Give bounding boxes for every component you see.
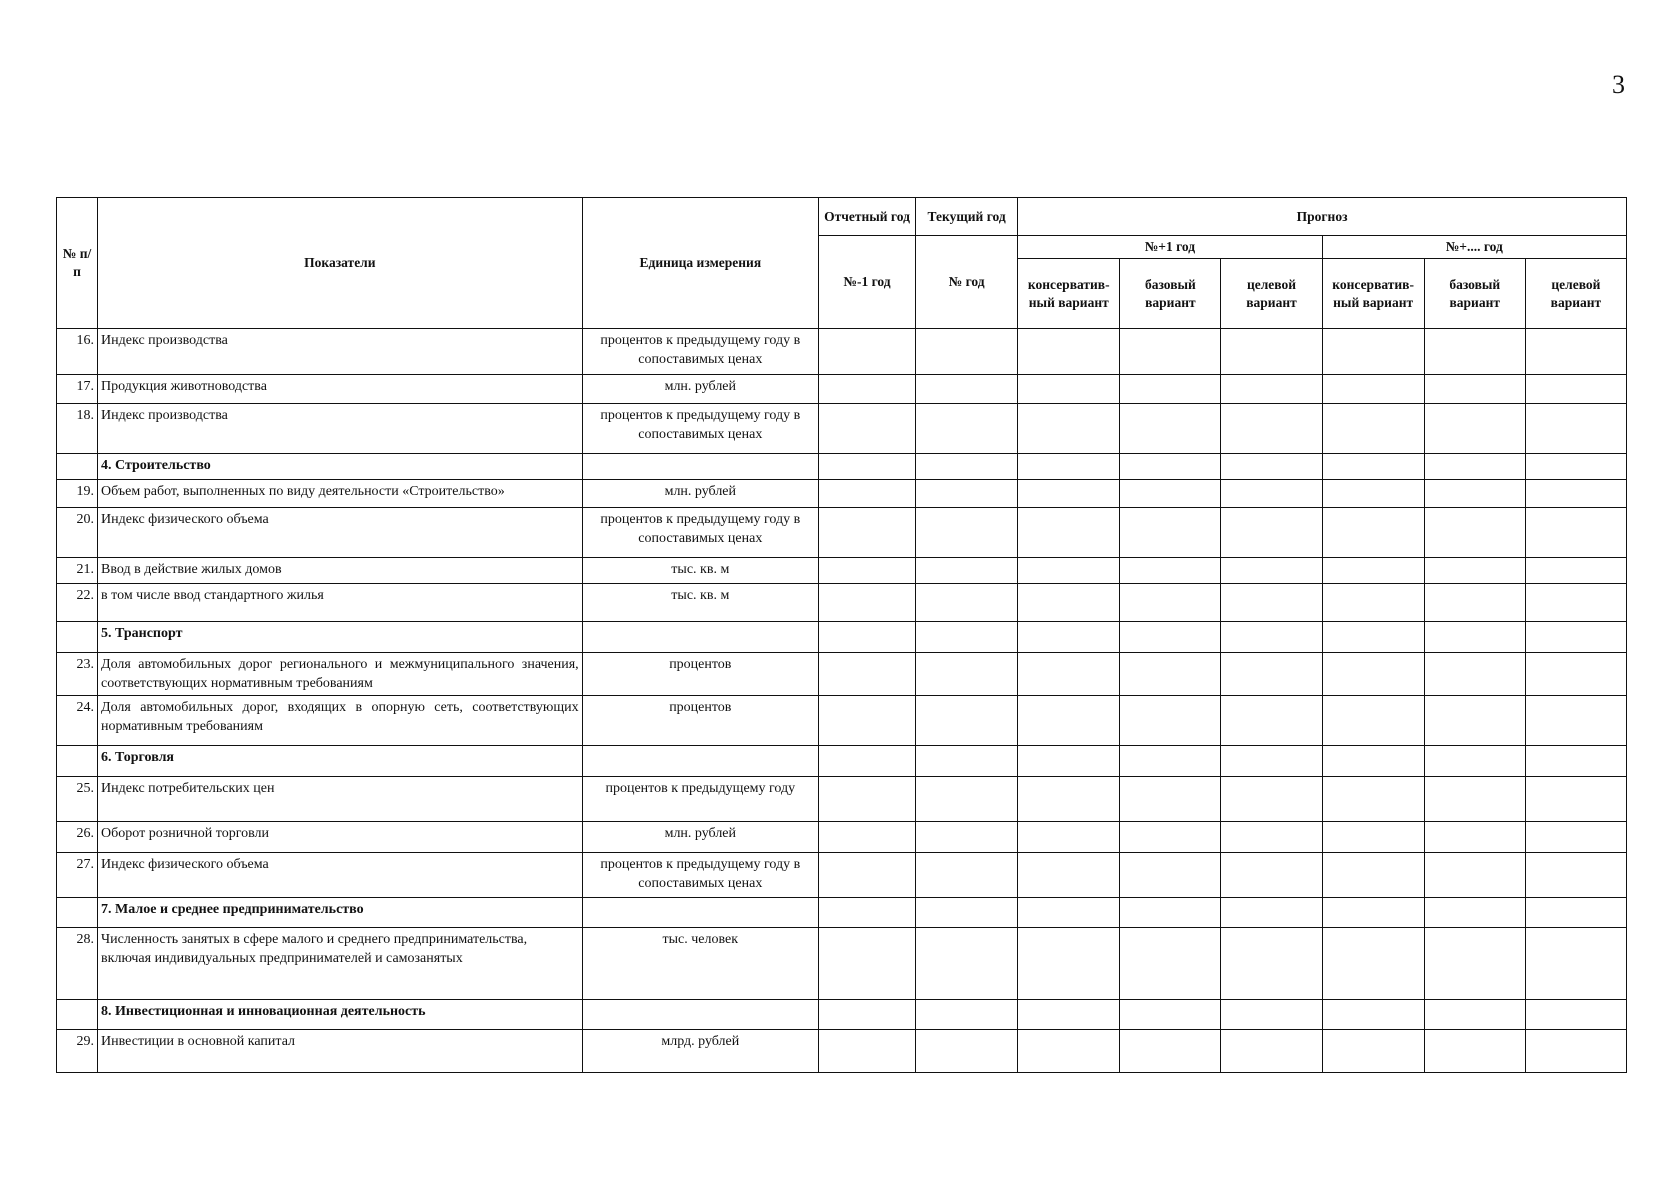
value-cell (1322, 1030, 1424, 1073)
value-cell (818, 898, 915, 928)
row-indicator: Индекс физического объема (98, 853, 583, 898)
table-row (57, 375, 1627, 404)
value-cell (916, 558, 1018, 584)
value-cell (818, 928, 915, 1000)
value-cell (1424, 404, 1525, 454)
value-cell (1221, 853, 1322, 898)
table-row (57, 404, 1627, 454)
row-indicator: в том числе ввод стандартного жилья (98, 584, 583, 622)
value-cell (1018, 404, 1120, 454)
value-cell (1221, 898, 1322, 928)
value-cell (916, 480, 1018, 508)
value-cell (1018, 898, 1120, 928)
value-cell (1525, 1000, 1626, 1030)
value-cell (1424, 558, 1525, 584)
row-number: 29. (57, 1030, 98, 1073)
value-cell (818, 777, 915, 822)
value-cell (1018, 454, 1120, 480)
value-cell (1424, 777, 1525, 822)
value-cell (916, 777, 1018, 822)
header-col-num: № п/п (57, 198, 98, 329)
row-number (57, 454, 98, 480)
value-cell (1424, 653, 1525, 696)
header-col-indicator: Показатели (98, 198, 583, 329)
row-number: 16. (57, 329, 98, 375)
value-cell (1120, 1030, 1221, 1073)
header-current-year: Текущий год (916, 198, 1018, 236)
value-cell (1424, 622, 1525, 653)
page-number: 3 (1612, 70, 1625, 99)
header-variant-target: целевой вариант (1221, 259, 1322, 329)
row-number (57, 1000, 98, 1030)
header-variant-target: целевой вариант (1525, 259, 1626, 329)
header-variant-conservative: консерватив-ный вариант (1018, 259, 1120, 329)
value-cell (1018, 746, 1120, 777)
value-cell (1120, 822, 1221, 853)
row-number: 28. (57, 928, 98, 1000)
value-cell (1120, 853, 1221, 898)
value-cell (1322, 454, 1424, 480)
section-row (57, 1000, 1627, 1030)
value-cell (1525, 584, 1626, 622)
row-number: 20. (57, 508, 98, 558)
value-cell (818, 696, 915, 746)
table-row (57, 696, 1627, 746)
row-number: 26. (57, 822, 98, 853)
value-cell (1221, 558, 1322, 584)
value-cell (916, 508, 1018, 558)
value-cell (818, 329, 915, 375)
row-number (57, 746, 98, 777)
value-cell (818, 1000, 915, 1030)
row-number: 19. (57, 480, 98, 508)
value-cell (1221, 584, 1322, 622)
row-indicator: Ввод в действие жилых домов (98, 558, 583, 584)
header-forecast: Прогноз (1018, 198, 1627, 236)
value-cell (1120, 1000, 1221, 1030)
row-unit (582, 622, 818, 653)
value-cell (916, 454, 1018, 480)
table-row (57, 853, 1627, 898)
value-cell (1221, 404, 1322, 454)
header-variant-conservative: консерватив-ный вариант (1322, 259, 1424, 329)
value-cell (1221, 1030, 1322, 1073)
value-cell (1221, 480, 1322, 508)
value-cell (1221, 653, 1322, 696)
row-indicator: Индекс физического объема (98, 508, 583, 558)
value-cell (1525, 480, 1626, 508)
value-cell (1120, 696, 1221, 746)
value-cell (1120, 404, 1221, 454)
value-cell (1525, 822, 1626, 853)
row-unit: процентов к предыдущему году (582, 777, 818, 822)
row-number: 24. (57, 696, 98, 746)
row-unit (582, 898, 818, 928)
value-cell (1221, 1000, 1322, 1030)
value-cell (916, 853, 1018, 898)
section-row (57, 622, 1627, 653)
value-cell (1424, 746, 1525, 777)
table-row (57, 777, 1627, 822)
row-indicator: Численность занятых в сфере малого и среднего предпринимательства, включая индивидуальных предпринимателей и самозанятых (98, 928, 583, 1000)
row-indicator: Индекс производства (98, 329, 583, 375)
value-cell (818, 746, 915, 777)
value-cell (1525, 454, 1626, 480)
row-unit: процентов к предыдущему году в сопоставимых ценах (582, 404, 818, 454)
row-unit: процентов к предыдущему году в сопоставимых ценах (582, 853, 818, 898)
header-col-unit: Единица измерения (582, 198, 818, 329)
value-cell (1018, 853, 1120, 898)
value-cell (1221, 622, 1322, 653)
value-cell (818, 822, 915, 853)
value-cell (1525, 404, 1626, 454)
value-cell (1221, 508, 1322, 558)
forecast-indicators-table (56, 197, 1627, 1073)
row-number: 23. (57, 653, 98, 696)
row-unit: млн. рублей (582, 375, 818, 404)
value-cell (1525, 746, 1626, 777)
value-cell (1424, 928, 1525, 1000)
section-heading: 6. Торговля (98, 746, 583, 777)
row-number: 17. (57, 375, 98, 404)
value-cell (916, 404, 1018, 454)
value-cell (916, 329, 1018, 375)
section-heading: 4. Строительство (98, 454, 583, 480)
value-cell (1525, 1030, 1626, 1073)
value-cell (1322, 696, 1424, 746)
value-cell (1120, 508, 1221, 558)
row-unit: процентов (582, 696, 818, 746)
value-cell (916, 375, 1018, 404)
row-number (57, 898, 98, 928)
row-unit: тыс. кв. м (582, 558, 818, 584)
value-cell (1424, 480, 1525, 508)
value-cell (916, 1000, 1018, 1030)
value-cell (1424, 853, 1525, 898)
table-row (57, 653, 1627, 696)
value-cell (1322, 777, 1424, 822)
row-indicator: Оборот розничной торговли (98, 822, 583, 853)
value-cell (1018, 329, 1120, 375)
value-cell (1221, 777, 1322, 822)
value-cell (1018, 653, 1120, 696)
value-cell (1424, 508, 1525, 558)
row-indicator: Индекс потребительских цен (98, 777, 583, 822)
value-cell (1424, 1030, 1525, 1073)
value-cell (1525, 653, 1626, 696)
row-unit: процентов к предыдущему году в сопоставимых ценах (582, 508, 818, 558)
row-unit (582, 746, 818, 777)
section-row (57, 746, 1627, 777)
value-cell (916, 746, 1018, 777)
value-cell (818, 622, 915, 653)
row-unit: тыс. кв. м (582, 584, 818, 622)
value-cell (818, 853, 915, 898)
value-cell (1322, 508, 1424, 558)
row-unit: млн. рублей (582, 480, 818, 508)
table-row (57, 1030, 1627, 1073)
row-unit: млн. рублей (582, 822, 818, 853)
value-cell (1018, 696, 1120, 746)
value-cell (818, 1030, 915, 1073)
section-row (57, 454, 1627, 480)
row-indicator: Инвестиции в основной капитал (98, 1030, 583, 1073)
value-cell (1018, 584, 1120, 622)
value-cell (818, 404, 915, 454)
value-cell (1322, 1000, 1424, 1030)
value-cell (1018, 480, 1120, 508)
value-cell (1018, 777, 1120, 822)
header-sub-current: № год (916, 236, 1018, 329)
value-cell (818, 375, 915, 404)
value-cell (1322, 480, 1424, 508)
table-row (57, 558, 1627, 584)
row-indicator: Доля автомобильных дорог регионального и межмуниципального значения, соответствующих нормативным требованиям (98, 653, 583, 696)
value-cell (1525, 853, 1626, 898)
value-cell (1120, 584, 1221, 622)
header-variant-base: базовый вариант (1424, 259, 1525, 329)
value-cell (916, 622, 1018, 653)
value-cell (1424, 375, 1525, 404)
row-unit (582, 454, 818, 480)
table-row (57, 928, 1627, 1000)
value-cell (1120, 622, 1221, 653)
table-row (57, 480, 1627, 508)
value-cell (916, 822, 1018, 853)
value-cell (1018, 375, 1120, 404)
header-report-year: Отчетный год (818, 198, 915, 236)
table-row (57, 329, 1627, 375)
value-cell (1018, 822, 1120, 853)
row-number: 18. (57, 404, 98, 454)
value-cell (1322, 822, 1424, 853)
value-cell (818, 480, 915, 508)
value-cell (1322, 329, 1424, 375)
value-cell (1322, 898, 1424, 928)
header-sub-year1: №+1 год (1018, 236, 1322, 259)
row-indicator: Доля автомобильных дорог, входящих в опорную сеть, соответствующих нормативным требованиям (98, 696, 583, 746)
row-unit: процентов (582, 653, 818, 696)
value-cell (818, 454, 915, 480)
value-cell (818, 558, 915, 584)
value-cell (916, 928, 1018, 1000)
value-cell (1424, 696, 1525, 746)
section-heading: 8. Инвестиционная и инновационная деятельность (98, 1000, 583, 1030)
row-indicator: Продукция животноводства (98, 375, 583, 404)
row-number (57, 622, 98, 653)
value-cell (1221, 928, 1322, 1000)
value-cell (1120, 329, 1221, 375)
value-cell (916, 1030, 1018, 1073)
row-number: 22. (57, 584, 98, 622)
value-cell (1424, 584, 1525, 622)
header-sub-yearN: №+.... год (1322, 236, 1626, 259)
value-cell (1221, 822, 1322, 853)
value-cell (1221, 375, 1322, 404)
value-cell (916, 898, 1018, 928)
row-number: 25. (57, 777, 98, 822)
table-row (57, 822, 1627, 853)
value-cell (1018, 928, 1120, 1000)
header-variant-base: базовый вариант (1120, 259, 1221, 329)
value-cell (1424, 822, 1525, 853)
value-cell (1525, 558, 1626, 584)
value-cell (1525, 777, 1626, 822)
row-indicator: Индекс производства (98, 404, 583, 454)
row-unit (582, 1000, 818, 1030)
value-cell (1322, 653, 1424, 696)
value-cell (1018, 1030, 1120, 1073)
value-cell (1424, 898, 1525, 928)
value-cell (1525, 375, 1626, 404)
row-number: 21. (57, 558, 98, 584)
value-cell (1322, 928, 1424, 1000)
value-cell (1322, 746, 1424, 777)
value-cell (1120, 928, 1221, 1000)
value-cell (1221, 329, 1322, 375)
row-indicator: Объем работ, выполненных по виду деятельности «Строительство» (98, 480, 583, 508)
value-cell (1525, 898, 1626, 928)
row-unit: процентов к предыдущему году в сопоставимых ценах (582, 329, 818, 375)
value-cell (1221, 746, 1322, 777)
value-cell (1018, 1000, 1120, 1030)
value-cell (1120, 746, 1221, 777)
value-cell (1120, 777, 1221, 822)
row-unit: млрд. рублей (582, 1030, 818, 1073)
value-cell (1221, 696, 1322, 746)
section-heading: 5. Транспорт (98, 622, 583, 653)
value-cell (1322, 622, 1424, 653)
value-cell (1525, 928, 1626, 1000)
value-cell (1120, 375, 1221, 404)
value-cell (1424, 454, 1525, 480)
value-cell (1322, 853, 1424, 898)
value-cell (818, 508, 915, 558)
row-number: 27. (57, 853, 98, 898)
value-cell (916, 584, 1018, 622)
value-cell (1018, 508, 1120, 558)
value-cell (1018, 622, 1120, 653)
table-row (57, 584, 1627, 622)
value-cell (818, 653, 915, 696)
value-cell (916, 653, 1018, 696)
value-cell (1322, 558, 1424, 584)
row-unit: тыс. человек (582, 928, 818, 1000)
value-cell (818, 584, 915, 622)
value-cell (1120, 454, 1221, 480)
value-cell (1525, 508, 1626, 558)
value-cell (916, 696, 1018, 746)
value-cell (1322, 404, 1424, 454)
section-row (57, 898, 1627, 928)
value-cell (1221, 454, 1322, 480)
value-cell (1120, 558, 1221, 584)
value-cell (1525, 329, 1626, 375)
value-cell (1424, 329, 1525, 375)
value-cell (1322, 375, 1424, 404)
table-row (57, 508, 1627, 558)
value-cell (1018, 558, 1120, 584)
value-cell (1322, 584, 1424, 622)
value-cell (1525, 622, 1626, 653)
header-sub-report: №-1 год (818, 236, 915, 329)
value-cell (1424, 1000, 1525, 1030)
section-heading: 7. Малое и среднее предпринимательство (98, 898, 583, 928)
value-cell (1120, 480, 1221, 508)
value-cell (1120, 653, 1221, 696)
value-cell (1525, 696, 1626, 746)
value-cell (1120, 898, 1221, 928)
